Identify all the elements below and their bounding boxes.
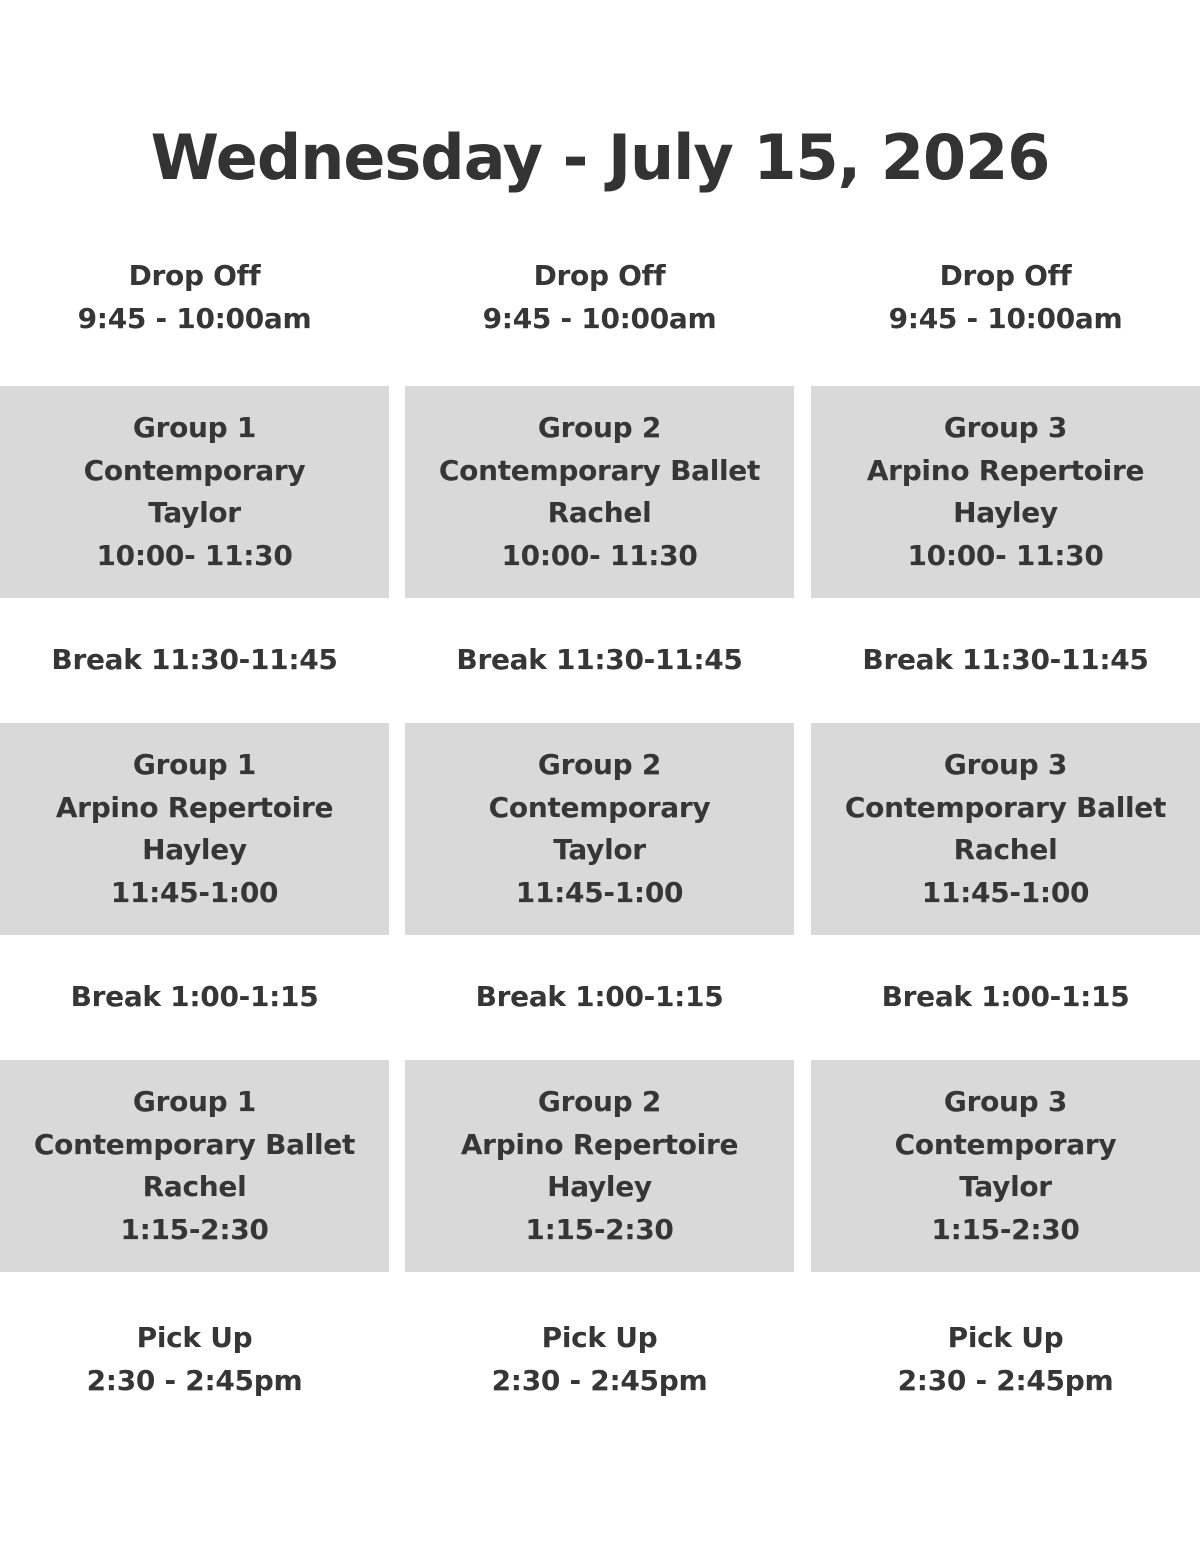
session-class: Arpino Repertoire (460, 1127, 739, 1161)
session-teacher: Rachel (142, 1170, 247, 1203)
break-label: Break 1:00-1:15 (475, 980, 724, 1013)
dropoff-col-3 (811, 255, 1200, 340)
dropoff-label: Drop Off (939, 259, 1072, 292)
session-block-g1-s2 (0, 723, 389, 935)
session-block-g1-s1 (0, 386, 389, 598)
session-teacher: Hayley (547, 1170, 652, 1203)
session-time: 11:45-1:00 (921, 875, 1090, 909)
break-label: Break 11:30-11:45 (456, 643, 743, 676)
session-block-g1-s3 (0, 1060, 389, 1272)
pickup-col-3 (811, 1317, 1200, 1402)
break-col-2-b (405, 976, 794, 1019)
pickup-label: Pick Up (947, 1321, 1064, 1354)
session-teacher: Taylor (959, 1170, 1052, 1203)
session-class: Contemporary (894, 1127, 1117, 1161)
dropoff-label: Drop Off (533, 259, 666, 292)
pickup-label: Pick Up (136, 1321, 253, 1354)
session-time: 11:45-1:00 (110, 875, 279, 909)
break-col-3-a (811, 639, 1200, 682)
session-teacher: Rachel (953, 833, 1058, 866)
pickup-time: 2:30 - 2:45pm (86, 1363, 303, 1397)
pickup-time: 2:30 - 2:45pm (897, 1363, 1114, 1397)
session-group: Group 2 (537, 411, 662, 444)
session-block-g2-s1 (405, 386, 794, 598)
session-teacher: Hayley (142, 833, 247, 866)
session-time: 10:00- 11:30 (907, 538, 1104, 572)
break-label: Break 11:30-11:45 (862, 643, 1149, 676)
session-group: Group 1 (132, 411, 257, 444)
pickup-col-1 (0, 1317, 389, 1402)
pickup-label: Pick Up (541, 1321, 658, 1354)
dropoff-col-2 (405, 255, 794, 340)
session-time: 11:45-1:00 (515, 875, 684, 909)
break-col-1-a (0, 639, 389, 682)
session-group: Group 3 (943, 411, 1068, 444)
session-time: 10:00- 11:30 (501, 538, 698, 572)
dropoff-col-1 (0, 255, 389, 340)
session-class: Arpino Repertoire (55, 790, 334, 824)
break-label: Break 1:00-1:15 (70, 980, 319, 1013)
pickup-col-2 (405, 1317, 794, 1402)
session-time: 10:00- 11:30 (96, 538, 293, 572)
session-class: Contemporary Ballet (33, 1127, 356, 1161)
session-group: Group 1 (132, 1085, 257, 1118)
session-group: Group 2 (537, 1085, 662, 1118)
break-label: Break 1:00-1:15 (881, 980, 1130, 1013)
session-teacher: Rachel (547, 496, 652, 529)
session-block-g2-s3 (405, 1060, 794, 1272)
session-class: Arpino Repertoire (866, 453, 1145, 487)
session-time: 1:15-2:30 (525, 1212, 674, 1246)
session-class: Contemporary Ballet (438, 453, 761, 487)
session-group: Group 1 (132, 748, 257, 781)
break-col-2-a (405, 639, 794, 682)
session-group: Group 3 (943, 748, 1068, 781)
session-group: Group 2 (537, 748, 662, 781)
session-class: Contemporary Ballet (844, 790, 1167, 824)
pickup-time: 2:30 - 2:45pm (491, 1363, 708, 1397)
session-teacher: Taylor (553, 833, 646, 866)
session-block-g3-s1 (811, 386, 1200, 598)
session-block-g2-s2 (405, 723, 794, 935)
dropoff-label: Drop Off (128, 259, 261, 292)
session-time: 1:15-2:30 (931, 1212, 1080, 1246)
break-label: Break 11:30-11:45 (51, 643, 338, 676)
page-title: Wednesday - July 15, 2026 (150, 121, 1050, 194)
break-col-1-b (0, 976, 389, 1019)
dropoff-time: 9:45 - 10:00am (888, 301, 1123, 335)
session-teacher: Taylor (148, 496, 241, 529)
dropoff-time: 9:45 - 10:00am (77, 301, 312, 335)
session-class: Contemporary (488, 790, 711, 824)
session-time: 1:15-2:30 (120, 1212, 269, 1246)
session-teacher: Hayley (953, 496, 1058, 529)
session-block-g3-s3 (811, 1060, 1200, 1272)
session-block-g3-s2 (811, 723, 1200, 935)
dropoff-time: 9:45 - 10:00am (482, 301, 717, 335)
session-group: Group 3 (943, 1085, 1068, 1118)
break-col-3-b (811, 976, 1200, 1019)
session-class: Contemporary (83, 453, 306, 487)
